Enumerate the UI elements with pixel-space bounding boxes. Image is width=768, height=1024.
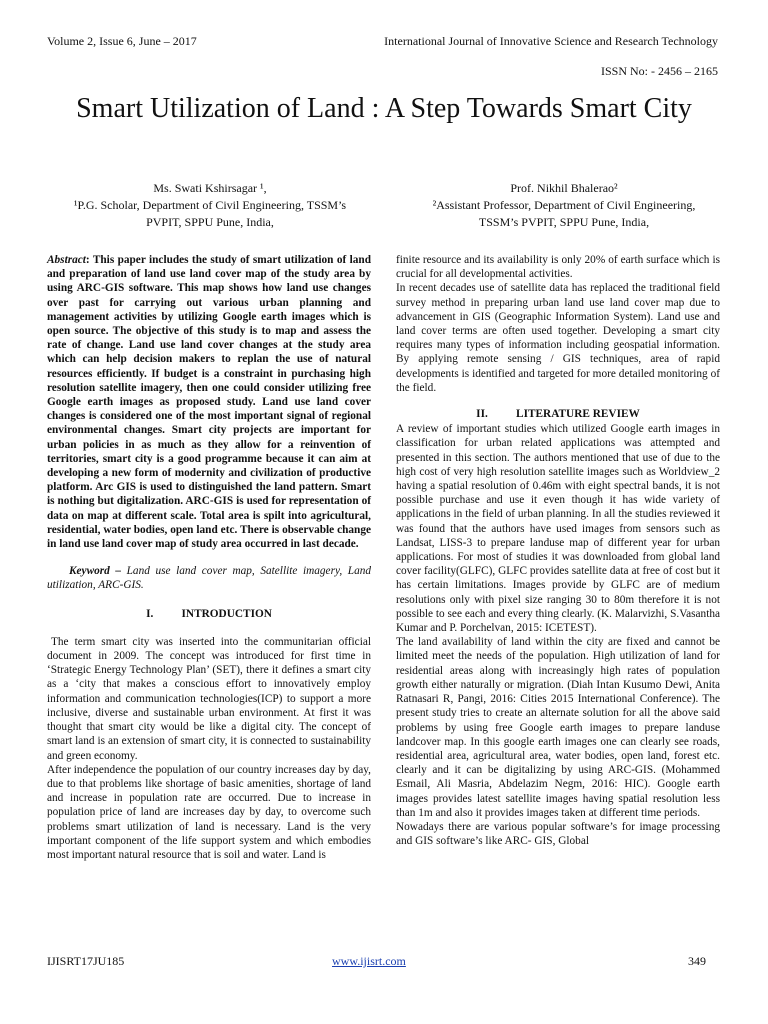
abstract-label: Abstract bbox=[47, 254, 86, 266]
literature-paragraph-1: A review of important studies which utilized Google earth images in classification for urban related applications was attempted and presented in this section. The authors mentioned that use of due to the high cost of very high resolution satellite images such as Worldview_2 having a spatial resolution of 0.46m with eight spectral bands, it is not possible purchase and use it even though it has wide variety of applications in the field of urban planning. In all the studies reviewed it was found that the authors have used images from sensors such as Landsat, LISS-3 to prepare landuse map of different year for urban applications. For most of studies it was downloaded from global land cover facility(GLFC), GLFC provides satellite data at free of cost but it has certain limitations. Images provide by GLFC are of medium resolutions only with pixel size ranging 30 to 80m therefore it is not possible to see each and every thing clearly. (K. Malarvizhi, S.Vasantha Kumar and P. Porchelvan, 2015: ICETEST). bbox=[396, 423, 720, 635]
literature-paragraph-3: Nowadays there are various popular software’s for image processing and GIS software’s like ARC- GIS, Global bbox=[396, 820, 720, 848]
abstract bbox=[47, 253, 371, 551]
author-1-affiliation-2: PVPIT, SPPU Pune, India, bbox=[146, 215, 274, 229]
keyword-text: Land use land cover map, Satellite imagery, Land utilization, ARC-GIS. bbox=[47, 565, 372, 592]
keyword-label: Keyword – bbox=[69, 565, 122, 578]
author-2-affiliation: ²Assistant Professor, Department of Civil Engineering, bbox=[432, 198, 696, 212]
paper-id: IJISRT17JU185 bbox=[47, 954, 125, 968]
abstract-text: : This paper includes the study of smart utilization of land and preparation of land use land cover map of the study area by using ARC-GIS software. This map shows how land use changes over past for carrying out various urban planning and management activities by utilizing Google earth images which is open source. The objective of this study is to map and assess the rate of change. Land use land cover changes at the study area which can help decision makers to replan the use of natural resources efficiently. If budget is a constraint in purchasing high resolution satellite imagery, then one could consider utilizing free Google earth images as proposed study. Land use land cover changes is considered one of the most important signal of regional environmental changes. Smart city projects are important for urban policies in as much as they allow for a reinvention of territories, smart city is a good programme because it can aim at developing a new form of modernity and civilization of productive platform. Arc GIS is used to distinguished the land pattern. Smart is nothing but digitalization. ARC-GIS is used for representation of data on map at different scale. Total area is spilt into agricultural, residential, water bodies, open land etc. There is observable change in land use land cover map of study area occurred in last decade. bbox=[47, 254, 371, 551]
intro-paragraph-4: In recent decades use of satellite data has replaced the traditional field survey method in preparing urban land use land cover map due to advancement in GIS (Geographic Information System). Land use and land cover terms are often used together. Developing a smart city requires many types of information including geospatial information. By applying remote sensing / GIS techniques, area of rapid developments is identified and targeted for more detailed monitoring of the field. bbox=[396, 282, 720, 394]
intro-paragraph-2: After independence the population of our country increases day by day, due to that problems like shortage of basic amenities, shortage of land and increase in population rate are occurred. Due to increase in population price of land are increases day by day, to overcome such problems smart utilization of land is necessary. Land is the very important component of the life support system and which embodies most important natural resource that is soil and water. Land is bbox=[47, 763, 371, 861]
author-1-affiliation: ¹P.G. Scholar, Department of Civil Engineering, TSSM’s bbox=[73, 198, 347, 212]
keywords bbox=[47, 564, 371, 592]
page-number: 349 bbox=[688, 954, 706, 968]
right-column bbox=[396, 253, 720, 848]
author-1 bbox=[30, 180, 390, 231]
issn-number: ISSN No: - 2456 – 2165 bbox=[600, 64, 718, 78]
literature-paragraph-2: The land availability of land within the city are fixed and cannot be limited meet the needs of the population. High utilization of land for residential areas along with increasingly high rates of population growth either naturally or migration. (Diah Intan Kusumo Dewi, Anita Ratnasari R, Pangi, 2016: Cities 2015 International Conference). The present study tries to create an alternate solution for all the above said problems by using free Google earth images to prepare landuse landcover map. In this google earth images one can clearly see roads, residential area, agricultural area, water bodies, open land, forest etc. clearly and it can be digitalizing by using ARC-GIS. (Mohammed Esmail, Ali Masria, Abdelazim Negm, 2016: HIC). Google earth images provides latest satellite images having spatial resolution less than 1m and also it provides images taken at different time periods. bbox=[396, 636, 720, 819]
author-1-name: Ms. Swati Kshirsagar ¹, bbox=[153, 181, 267, 195]
journal-name: International Journal of Innovative Science and Research Technology bbox=[384, 34, 718, 48]
journal-website-link[interactable]: www.ijisrt.com bbox=[332, 954, 406, 968]
volume-issue: Volume 2, Issue 6, June – 2017 bbox=[47, 34, 197, 48]
introduction-heading: I. INTRODUCTION bbox=[146, 607, 272, 620]
author-2-name: Prof. Nikhil Bhalerao² bbox=[510, 181, 618, 195]
author-2-affiliation-2: TSSM’s PVPIT, SPPU Pune, India, bbox=[478, 215, 650, 229]
author-2 bbox=[384, 180, 744, 231]
intro-paragraph-3: finite resource and its availability is only 20% of earth surface which is crucial for all developmental activities. bbox=[396, 254, 720, 281]
literature-review-heading: II. LITERATURE REVIEW bbox=[476, 408, 640, 421]
intro-paragraph-1: The term smart city was inserted into the communitarian official document in 2009. The concept was introduced for first time in ‘Strategic Energy Technology Plan’ (SET), there it defines a smart city as a ‘city that makes a conscious effort to innovatively employ information and communication technologies(ICP) to support a more inclusive, diverse and sustainable urban environment. At first it was thought that smart city would be like a digital city. The concept of smart land is an extension of smart city, it is connected to sustainability and green economy. bbox=[47, 635, 371, 762]
left-column bbox=[47, 253, 371, 862]
paper-title: Smart Utilization of Land : A Step Towards Smart City bbox=[76, 93, 692, 124]
